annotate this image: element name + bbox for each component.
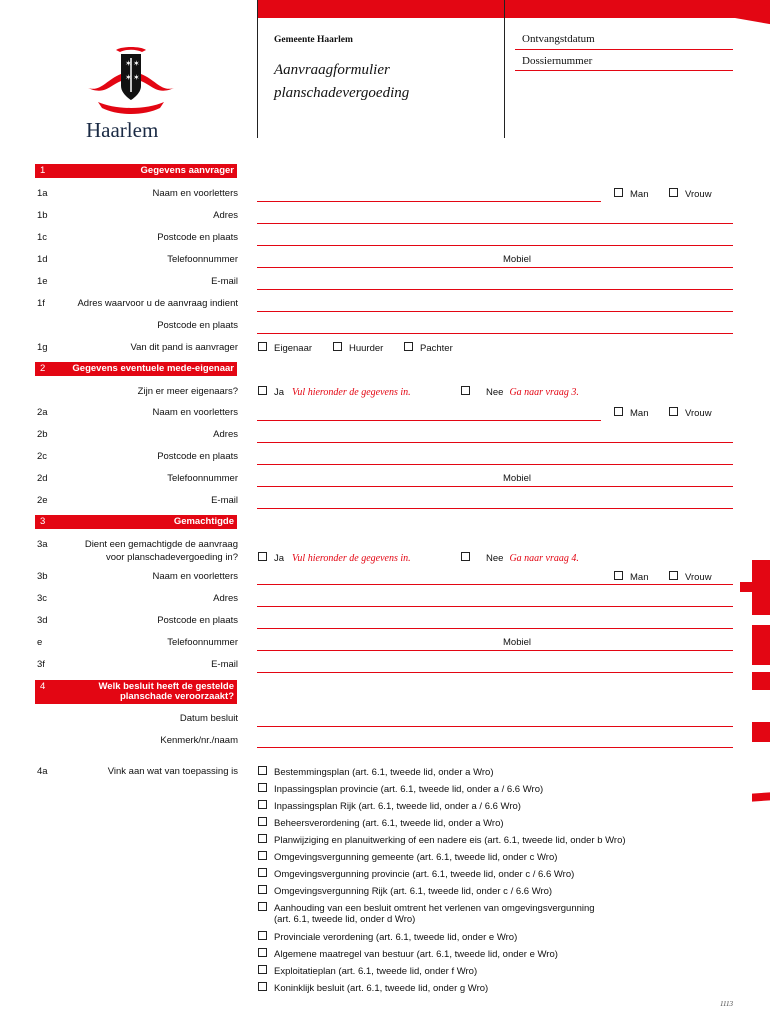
co-owner-yes-option[interactable] <box>258 386 411 398</box>
checkbox-icon[interactable] <box>258 817 267 826</box>
row-number: 1e <box>37 276 48 287</box>
decision-option[interactable] <box>258 868 574 880</box>
checkbox-icon[interactable] <box>333 342 342 351</box>
property-postcode-input-line[interactable] <box>257 333 733 334</box>
row-number: 3d <box>37 615 48 626</box>
checkbox-icon[interactable] <box>258 783 267 792</box>
row-number: 2b <box>37 429 48 440</box>
header-divider-left <box>257 0 258 138</box>
option-label: Man <box>630 408 649 419</box>
row-number: 1c <box>37 232 48 243</box>
field-label: Naam en voorletters <box>152 407 238 418</box>
row-number: 1b <box>37 210 48 221</box>
decision-option[interactable] <box>258 783 543 795</box>
header-divider-right <box>504 0 505 138</box>
section4-title-line2: planschade veroorzaakt? <box>119 691 234 702</box>
co-owner-email-input-line[interactable] <box>257 508 733 509</box>
field-label: Naam en voorletters <box>152 571 238 582</box>
decision-option[interactable] <box>258 982 488 994</box>
gender-man-option[interactable] <box>614 571 648 583</box>
decision-date-label: Datum besluit <box>179 713 238 724</box>
checkbox-icon[interactable] <box>404 342 413 351</box>
checkbox-icon[interactable] <box>258 766 267 775</box>
field-label: Adres waarvoor u de aanvraag indient <box>77 298 238 309</box>
page-code: 1113 <box>720 1000 733 1008</box>
checkbox-icon[interactable] <box>669 407 678 416</box>
section3-header <box>35 515 237 529</box>
section1-number: 1 <box>40 165 46 176</box>
yes-instruction: Vul hieronder de gegevens in. <box>292 553 411 564</box>
checkbox-icon[interactable] <box>258 902 267 911</box>
decision-option[interactable] <box>258 902 595 914</box>
option-label: Omgevingsvergunning Rijk (art. 6.1, tweede lid, onder c / 6.6 Wro) <box>274 886 553 897</box>
row-number: 2a <box>37 407 48 418</box>
option-label: Pachter <box>420 343 453 354</box>
checkbox-icon[interactable] <box>461 386 470 395</box>
field-label: Postcode en plaats <box>157 451 238 462</box>
option-label-continued: (art. 6.1, tweede lid, onder d Wro) <box>274 914 416 925</box>
field-label: Telefoonnummer <box>167 473 238 484</box>
checkbox-icon[interactable] <box>258 982 267 991</box>
option-label: Nee <box>486 553 504 564</box>
gender-woman-option[interactable] <box>669 407 712 419</box>
section1-title: Gegevens aanvrager <box>140 165 234 176</box>
svg-text:✶: ✶ <box>133 59 140 68</box>
checkbox-icon[interactable] <box>258 834 267 843</box>
decision-date-input-line[interactable] <box>257 726 733 727</box>
haarlem-crest-icon <box>76 40 186 115</box>
margin-bar-1b <box>740 582 770 592</box>
haarlem-logo <box>76 40 186 150</box>
decision-option[interactable] <box>258 851 557 863</box>
mobile-label: Mobiel <box>503 637 531 648</box>
field-label: Telefoonnummer <box>167 254 238 265</box>
option-label: Ja <box>274 387 285 398</box>
field-label: E-mail <box>211 276 238 287</box>
decision-option[interactable] <box>258 885 552 897</box>
field-label: Adres <box>213 593 238 604</box>
row-number: 3a <box>37 539 48 550</box>
option-label: Eigenaar <box>274 343 313 354</box>
option-label: Aanhouding van een besluit omtrent het verlenen van omgevingsvergunning <box>274 903 595 914</box>
address-input-line[interactable] <box>257 223 733 224</box>
form-title-line1: Aanvraagformulier <box>274 62 390 78</box>
file-number-field[interactable] <box>515 70 733 71</box>
option-label: Vrouw <box>685 189 712 200</box>
section2-title: Gegevens eventuele mede-eigenaar <box>72 363 234 374</box>
option-label: Beheersverordening (art. 6.1, tweede lid, onder a Wro) <box>274 818 504 829</box>
svg-text:✶: ✶ <box>133 73 140 82</box>
section3-title: Gemachtigde <box>173 516 234 527</box>
svg-text:✶: ✶ <box>125 59 132 68</box>
leaseholder-option[interactable] <box>404 342 453 354</box>
svg-text:✶: ✶ <box>125 73 132 82</box>
no-instruction: Ga naar vraag 3. <box>509 387 579 398</box>
field-label: E-mail <box>211 495 238 506</box>
option-label: Omgevingsvergunning provincie (art. 6.1, tweede lid, onder c / 6.6 Wro) <box>274 869 575 880</box>
option-label: Ja <box>274 553 285 564</box>
authorized-yes-option[interactable] <box>258 552 411 564</box>
checkbox-icon[interactable] <box>258 552 267 561</box>
field-label: Postcode en plaats <box>157 232 238 243</box>
section4-header <box>35 680 237 704</box>
mobile-label: Mobiel <box>503 473 531 484</box>
co-owner-no-option[interactable] <box>461 386 579 398</box>
checkbox-icon[interactable] <box>258 948 267 957</box>
row-number: 1d <box>37 254 48 265</box>
option-label: Nee <box>486 387 504 398</box>
decision-option[interactable] <box>258 800 521 812</box>
option-label: Exploitatieplan (art. 6.1, tweede lid, onder f Wro) <box>274 966 478 977</box>
file-number-label: Dossiernummer <box>522 55 593 67</box>
yes-instruction: Vul hieronder de gegevens in. <box>292 387 411 398</box>
reference-input-line[interactable] <box>257 747 733 748</box>
margin-bar-4 <box>752 722 770 742</box>
decision-option[interactable] <box>258 965 477 977</box>
field-label: Postcode en plaats <box>157 320 238 331</box>
checkbox-icon[interactable] <box>614 188 623 197</box>
section1-header <box>35 164 237 178</box>
option-label: Man <box>630 189 649 200</box>
phone-input-line[interactable] <box>257 267 733 268</box>
email-input-line[interactable] <box>257 289 733 290</box>
row-number: 2e <box>37 495 48 506</box>
tenant-option[interactable] <box>333 342 383 354</box>
checkbox-icon[interactable] <box>461 552 470 561</box>
section4-title-line1: Welk besluit heeft de gestelde <box>98 681 234 692</box>
authorized-no-option[interactable] <box>461 552 579 564</box>
row-number: 1f <box>37 298 45 309</box>
option-label: Provinciale verordening (art. 6.1, tweede lid, onder e Wro) <box>274 932 518 943</box>
margin-bar-2 <box>752 625 770 665</box>
field-label: Van dit pand is aanvrager <box>130 342 238 353</box>
decision-option[interactable] <box>258 817 504 829</box>
mobile-label: Mobiel <box>503 254 531 265</box>
row-number: 3f <box>37 659 45 670</box>
municipality-name: Gemeente Haarlem <box>274 35 353 45</box>
co-owner-address-input-line[interactable] <box>257 442 733 443</box>
section2-number: 2 <box>40 363 46 374</box>
option-label: Vrouw <box>685 572 712 583</box>
section4-number: 4 <box>40 681 46 692</box>
checkbox-icon[interactable] <box>258 965 267 974</box>
decision-option[interactable] <box>258 948 558 960</box>
row-number: 3b <box>37 571 48 582</box>
option-label: Omgevingsvergunning gemeente (art. 6.1, tweede lid, onder c Wro) <box>274 852 558 863</box>
checkbox-icon[interactable] <box>614 571 623 580</box>
section3-number: 3 <box>40 516 46 527</box>
checkbox-icon[interactable] <box>258 931 267 940</box>
row-number: e <box>37 637 43 648</box>
checkbox-icon[interactable] <box>258 885 267 894</box>
row-number: 1g <box>37 342 48 353</box>
option-label: Algemene maatregel van bestuur (art. 6.1, tweede lid, onder e Wro) <box>274 949 558 960</box>
option-label: Koninklijk besluit (art. 6.1, tweede lid, onder g Wro) <box>274 983 489 994</box>
property-address-input-line[interactable] <box>257 311 733 312</box>
option-label: Inpassingsplan provincie (art. 6.1, tweede lid, onder a / 6.6 Wro) <box>274 784 544 795</box>
section2-header <box>35 362 237 376</box>
field-label: Adres <box>213 429 238 440</box>
checkbox-icon[interactable] <box>669 571 678 580</box>
owner-option[interactable] <box>258 342 312 354</box>
field-label: E-mail <box>211 659 238 670</box>
decision-option[interactable] <box>258 931 517 943</box>
header-red-bar <box>258 0 770 18</box>
decision-option[interactable] <box>258 766 493 778</box>
reference-label: Kenmerk/nr./naam <box>160 735 238 746</box>
margin-bar-3 <box>752 672 770 690</box>
postcode-input-line[interactable] <box>257 245 733 246</box>
row-number: 2c <box>37 451 48 462</box>
receipt-date-label: Ontvangstdatum <box>522 33 595 45</box>
field-label: Telefoonnummer <box>167 637 238 648</box>
logo-wordmark: Haarlem <box>86 118 159 142</box>
option-label: Inpassingsplan Rijk (art. 6.1, tweede lid, onder a / 6.6 Wro) <box>274 801 521 812</box>
checkbox-icon[interactable] <box>614 407 623 416</box>
authorized-address-input-line[interactable] <box>257 606 733 607</box>
authorized-question-line1: Dient een gemachtigde de aanvraag <box>84 539 238 550</box>
co-owner-question: Zijn er meer eigenaars? <box>137 386 238 397</box>
form-title-line2: planschadevergoeding <box>274 85 410 101</box>
checkbox-icon[interactable] <box>258 342 267 351</box>
option-label: Planwijziging en planuitwerking of een nadere eis (art. 6.1, tweede lid, onder b Wro) <box>274 835 626 846</box>
option-label: Vrouw <box>685 408 712 419</box>
field-label: Vink aan wat van toepassing is <box>107 766 238 777</box>
authorized-postcode-input-line[interactable] <box>257 628 733 629</box>
gender-man-option[interactable] <box>614 188 648 200</box>
authorized-question-line2: voor planschadevergoeding in? <box>105 552 238 563</box>
gender-woman-option[interactable] <box>669 188 712 200</box>
authorized-name-input-line[interactable] <box>257 584 733 585</box>
authorized-email-input-line[interactable] <box>257 672 733 673</box>
gender-man-option[interactable] <box>614 407 648 419</box>
margin-bar-5 <box>752 792 770 801</box>
checkbox-icon[interactable] <box>669 188 678 197</box>
row-number: 3c <box>37 593 48 604</box>
authorized-phone-input-line[interactable] <box>257 650 733 651</box>
checkbox-icon[interactable] <box>258 851 267 860</box>
field-label: Adres <box>213 210 238 221</box>
option-label: Bestemmingsplan (art. 6.1, tweede lid, onder a Wro) <box>274 767 494 778</box>
checkbox-icon[interactable] <box>258 386 267 395</box>
row-number: 4a <box>37 766 48 777</box>
co-owner-name-input-line[interactable] <box>257 420 601 421</box>
row-number: 1a <box>37 188 48 199</box>
option-label: Man <box>630 572 649 583</box>
receipt-date-field[interactable] <box>515 49 733 50</box>
no-instruction: Ga naar vraag 4. <box>509 553 579 564</box>
option-label: Huurder <box>349 343 384 354</box>
checkbox-icon[interactable] <box>258 868 267 877</box>
gender-woman-option[interactable] <box>669 571 712 583</box>
co-owner-postcode-input-line[interactable] <box>257 464 733 465</box>
checkbox-icon[interactable] <box>258 800 267 809</box>
decision-option[interactable] <box>258 834 626 846</box>
co-owner-phone-input-line[interactable] <box>257 486 733 487</box>
name-input-line[interactable] <box>257 201 601 202</box>
field-label: Naam en voorletters <box>152 188 238 199</box>
row-number: 2d <box>37 473 48 484</box>
field-label: Postcode en plaats <box>157 615 238 626</box>
